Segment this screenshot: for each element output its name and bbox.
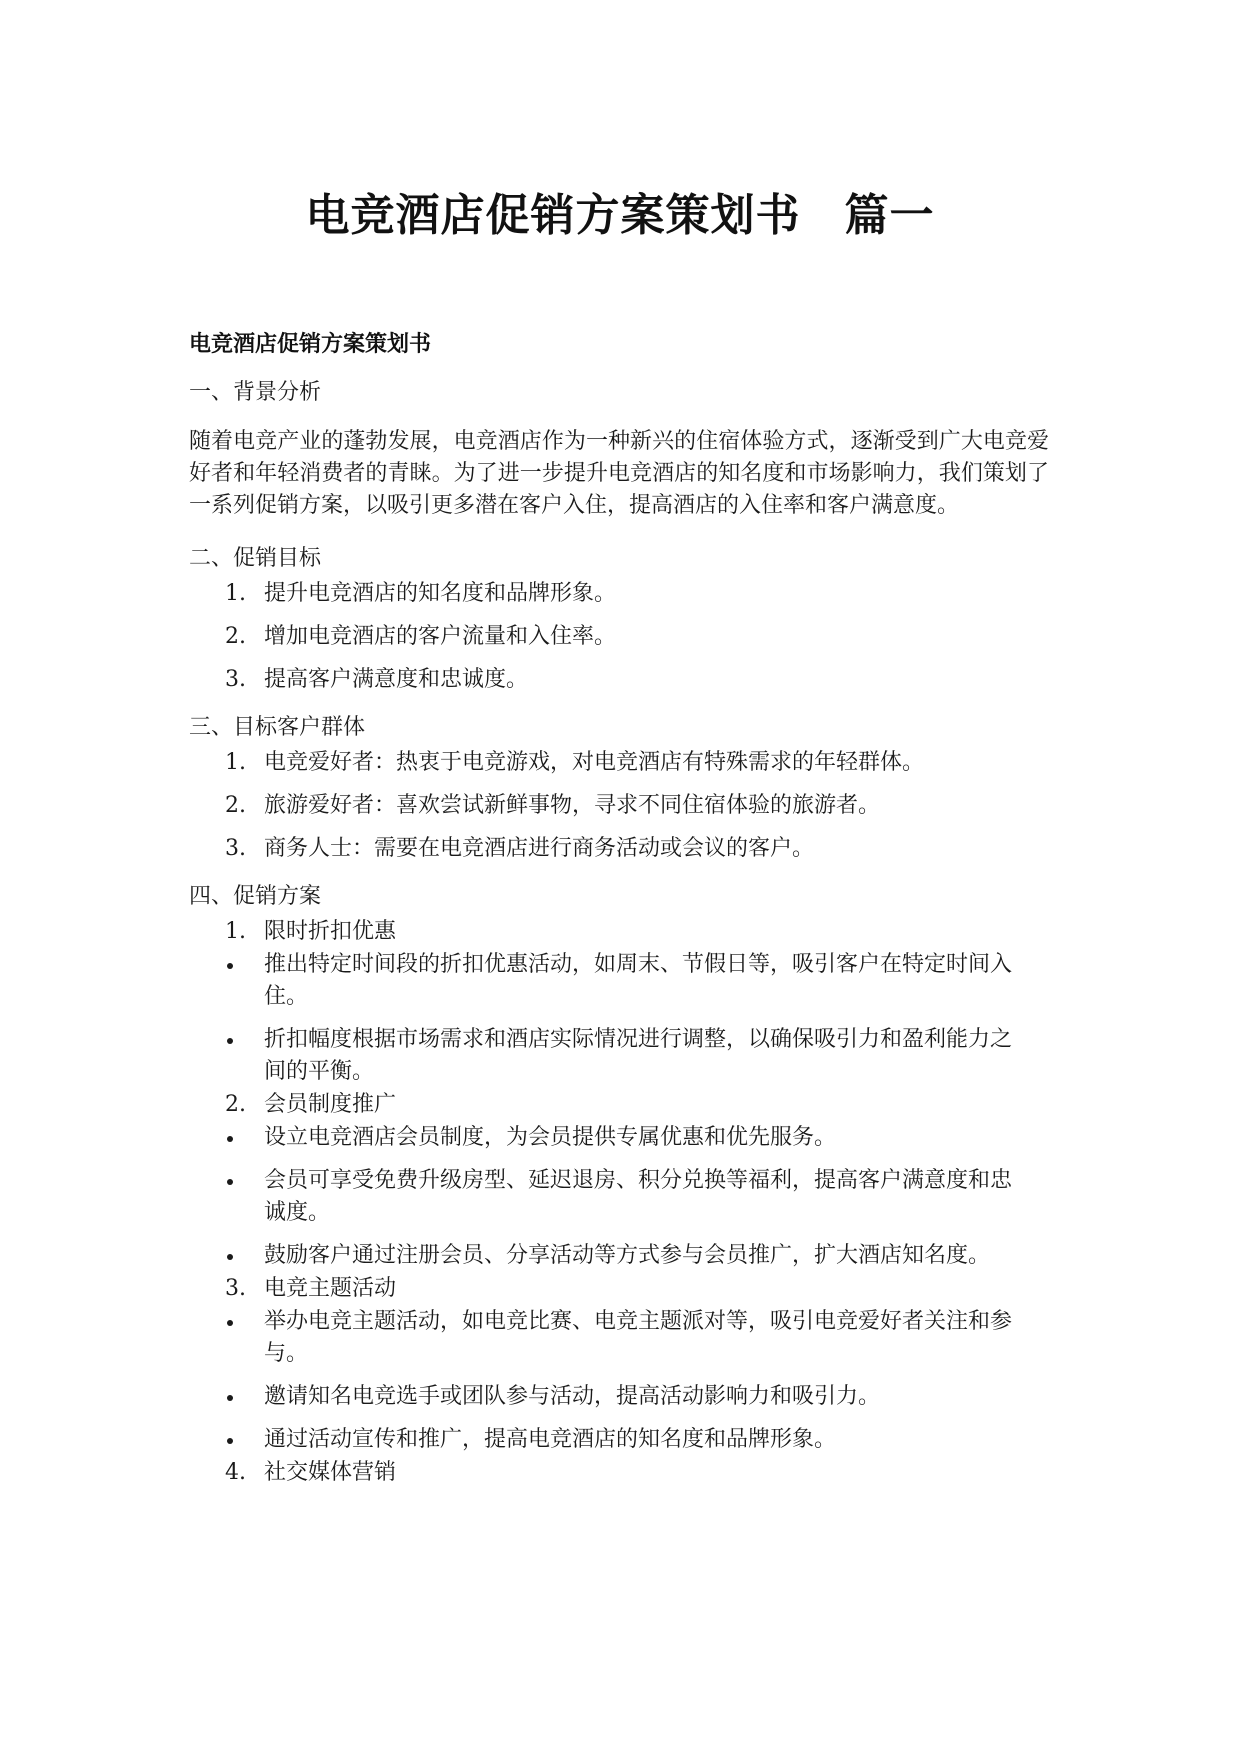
bullet-text: 通过活动宣传和推广，提高电竞酒店的知名度和品牌形象。 bbox=[264, 1427, 837, 1452]
bullet-icon bbox=[227, 1038, 233, 1044]
bullet-item bbox=[189, 1165, 1049, 1229]
list-number: 1. bbox=[225, 750, 246, 775]
bullet-text: 会员可享受免费升级房型、延迟退房、积分兑换等福利，提高客户满意度和忠诚度。 bbox=[264, 1168, 1013, 1225]
bullet-item bbox=[189, 1306, 1049, 1370]
list-number: 1. bbox=[225, 919, 246, 944]
document-body bbox=[189, 328, 1049, 1505]
bullet-item bbox=[189, 949, 1049, 1013]
bullet-text: 设立电竞酒店会员制度，为会员提供专属优惠和优先服务。 bbox=[264, 1125, 837, 1150]
list-number: 4. bbox=[225, 1460, 246, 1485]
background-paragraph: 随着电竞产业的蓬勃发展，电竞酒店作为一种新兴的住宿体验方式，逐渐受到广大电竞爱好者和年轻消费者的青睐。为了进一步提升电竞酒店的知名度和市场影响力，我们策划了一系列促销方案，以吸引更多潜在客户入住，提高酒店的入住率和客户满意度。 bbox=[189, 429, 1049, 518]
list-item bbox=[189, 664, 1049, 696]
bullet-icon bbox=[227, 1179, 233, 1185]
bullet-text: 邀请知名电竞选手或团队参与活动，提高活动影响力和吸引力。 bbox=[264, 1384, 881, 1409]
list-item-text: 社交媒体营销 bbox=[264, 1460, 397, 1485]
goals-list bbox=[189, 578, 1049, 696]
bullet-item bbox=[189, 1381, 1049, 1413]
page-title-suffix: 篇一 bbox=[844, 190, 935, 241]
list-item-text: 商务人士：需要在电竞酒店进行商务活动或会议的客户。 bbox=[264, 836, 815, 861]
list-number: 1. bbox=[225, 581, 246, 606]
list-item bbox=[189, 747, 1049, 779]
bullet-icon bbox=[227, 963, 233, 969]
bullet-item bbox=[189, 1122, 1049, 1154]
list-item bbox=[189, 621, 1049, 653]
list-item bbox=[189, 833, 1049, 865]
bullet-icon bbox=[227, 1395, 233, 1401]
bullet-item bbox=[189, 1024, 1049, 1088]
customers-list bbox=[189, 747, 1049, 865]
bullet-text: 鼓励客户通过注册会员、分享活动等方式参与会员推广，扩大酒店知名度。 bbox=[264, 1243, 991, 1268]
list-item bbox=[189, 790, 1049, 822]
list-number: 2. bbox=[225, 793, 246, 818]
list-number: 2. bbox=[225, 1092, 246, 1117]
list-item-text: 电竞爱好者：热衷于电竞游戏，对电竞酒店有特殊需求的年轻群体。 bbox=[264, 750, 925, 775]
bullet-icon bbox=[227, 1320, 233, 1326]
list-number: 2. bbox=[225, 624, 246, 649]
list-item-text: 旅游爱好者：喜欢尝试新鲜事物，寻求不同住宿体验的旅游者。 bbox=[264, 793, 881, 818]
list-item-text: 提高客户满意度和忠诚度。 bbox=[264, 667, 529, 692]
list-item bbox=[189, 1457, 1049, 1489]
bullet-text: 举办电竞主题活动，如电竞比赛、电竞主题派对等，吸引电竞爱好者关注和参与。 bbox=[264, 1309, 1013, 1366]
list-item-text: 增加电竞酒店的客户流量和入住率。 bbox=[264, 624, 617, 649]
section-heading-customers: 三、目标客户群体 bbox=[189, 715, 366, 740]
bullet-item bbox=[189, 1424, 1049, 1456]
list-number: 3. bbox=[225, 836, 246, 861]
list-item-text: 限时折扣优惠 bbox=[264, 919, 397, 944]
section-heading-goals: 二、促销目标 bbox=[189, 546, 322, 571]
bullet-text: 折扣幅度根据市场需求和酒店实际情况进行调整，以确保吸引力和盈利能力之间的平衡。 bbox=[264, 1027, 1013, 1084]
section-heading-plans: 四、促销方案 bbox=[189, 884, 322, 909]
bullet-icon bbox=[227, 1136, 233, 1142]
document-subtitle: 电竞酒店促销方案策划书 bbox=[189, 331, 432, 357]
bullet-text: 推出特定时间段的折扣优惠活动，如周末、节假日等，吸引客户在特定时间入住。 bbox=[264, 952, 1013, 1009]
bullet-icon bbox=[227, 1438, 233, 1444]
list-item-text: 提升电竞酒店的知名度和品牌形象。 bbox=[264, 581, 617, 606]
list-item-text: 会员制度推广 bbox=[264, 1092, 397, 1117]
plans-list bbox=[189, 916, 1049, 1489]
page-title bbox=[0, 188, 1240, 244]
list-item bbox=[189, 578, 1049, 610]
page-title-main: 电竞酒店促销方案策划书 bbox=[305, 190, 801, 241]
list-number: 3. bbox=[225, 1276, 246, 1301]
list-item-text: 电竞主题活动 bbox=[264, 1276, 397, 1301]
bullet-item bbox=[189, 1240, 1049, 1272]
list-item bbox=[189, 916, 1049, 948]
list-number: 3. bbox=[225, 667, 246, 692]
bullet-icon bbox=[227, 1254, 233, 1260]
list-item bbox=[189, 1273, 1049, 1305]
section-heading-background: 一、背景分析 bbox=[189, 380, 322, 405]
list-item bbox=[189, 1089, 1049, 1121]
